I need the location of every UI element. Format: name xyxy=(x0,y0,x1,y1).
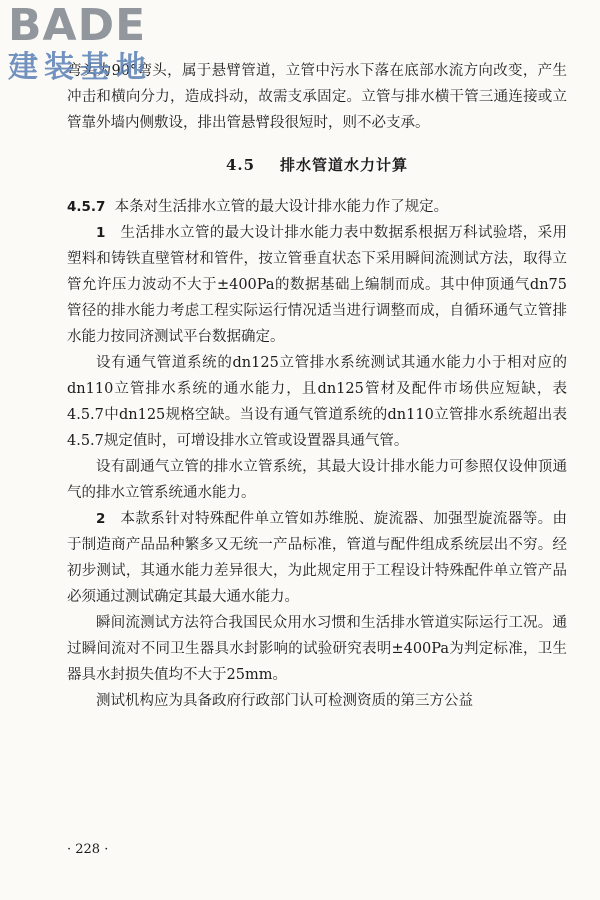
watermark-logo xyxy=(8,2,178,92)
item-2 xyxy=(67,506,567,610)
paragraph-test-agency: 测试机构应为具备政府行政部门认可检测资质的第三方公益 xyxy=(96,693,473,709)
item-1-number: 1 xyxy=(96,225,106,241)
clause-4-5-7 xyxy=(67,194,567,220)
section-heading xyxy=(67,152,567,178)
page-body xyxy=(67,58,567,714)
paragraph-instant-flow: 瞬间流测试方法符合我国民众用水习惯和生活排水管道实际运行工况。通过瞬间流对不同卫生器具水封影响的试验研究表明±400Pa为判定标准，卫生器具水封损失值均不大于25mm。 xyxy=(67,615,567,683)
item-2-text: 本款系针对特殊配件单立管如苏维脱、旋流器、加强型旋流器等。由于制造商产品品种繁多又无统一产品标准，管道与配件组成系统层出不穷。经初步测试，其通水能力差异很大，为此规定用于工程设计特殊配件单立管产品必须通过测试确定其最大通水能力。 xyxy=(67,511,568,605)
paragraph-sub-vent: 设有副通气立管的排水立管系统，其最大设计排水能力可参照仅设伸顶通气的排水立管系统通水能力。 xyxy=(67,459,567,501)
section-number: 4.5 xyxy=(225,156,256,174)
clause-text: 本条对生活排水立管的最大设计排水能力作了规定。 xyxy=(114,199,449,215)
watermark-cjk: 建装基地 xyxy=(8,50,152,85)
paragraph-vent-system: 设有通气管道系统的dn125立管排水系统测试其通水能力小于相对应的dn110立管排水系统的通水能力，且dn125管材及配件市场供应短缺，表4.5.7中dn125规格空缺。当设有通气管道系统的dn110立管排水系统超出表4.5.7规定值时，可增设排水立管或设置器具通气管。 xyxy=(67,355,567,449)
item-1 xyxy=(67,220,567,350)
item-1-text: 生活排水立管的最大设计排水能力表中数据系根据万科试验塔，采用塑料和铸铁直壁管材和管件，按立管垂直状态下采用瞬间流测试方法，取得立管允许压力波动不大于±400Pa的数据基础上编制而成。其中伸顶通气dn75管径的排水能力考虑工程实际运行情况适当进行调整而成，自循环通气立管排水能力按同济测试平台数据确定。 xyxy=(67,225,568,345)
paragraph-intro: 弯头为90°弯头，属于悬臂管道，立管中污水下落在底部水流方向改变，产生冲击和横向分力，造成抖动，故需支承固定。立管与排水横干管三通连接或立管靠外墙内侧敷设，排出管悬臂段很短时，则不必支承。 xyxy=(67,63,567,131)
watermark-latin: BADE xyxy=(8,0,147,51)
page-number: · 228 · xyxy=(67,842,109,857)
item-2-number: 2 xyxy=(96,511,106,527)
clause-number: 4.5.7 xyxy=(67,199,106,215)
section-title: 排水管道水力计算 xyxy=(280,156,409,174)
